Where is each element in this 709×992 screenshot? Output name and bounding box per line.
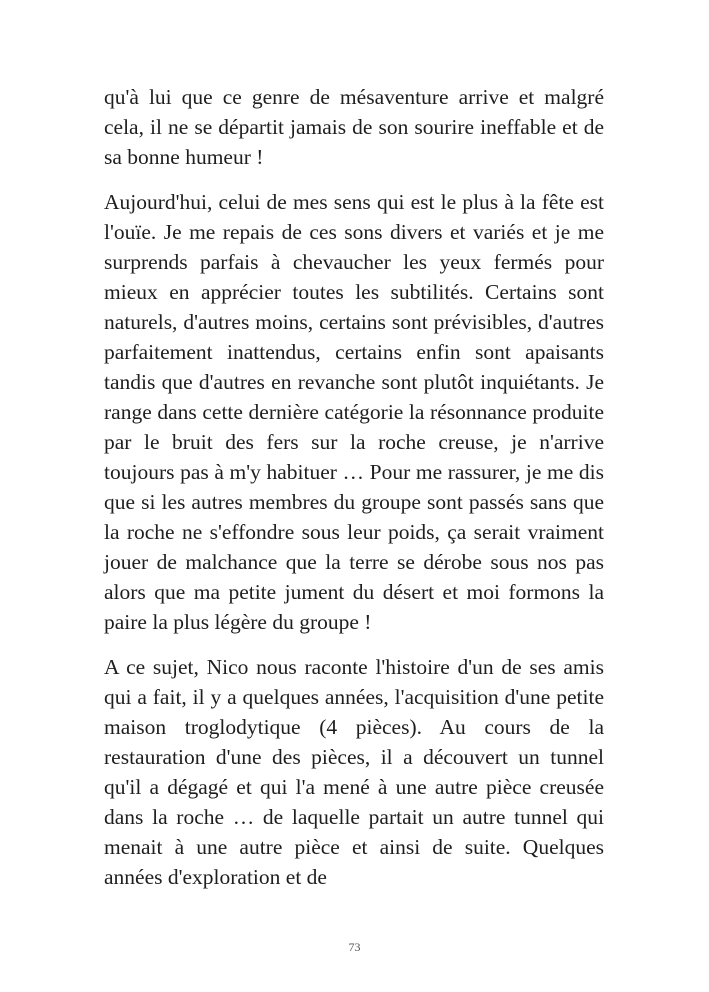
body-text (104, 82, 604, 907)
page-number: 73 (348, 940, 361, 954)
paragraph-3: A ce sujet, Nico nous raconte l'histoire d'un de ses amis qui a fait, il y a quelques années, l'acquisition d'une petite maison troglodytique (4 pièces). Au cours de la restauration d'une des pièces, il a découvert un tunnel qu'il a dégagé et qui l'a mené à une autre pièce creusée dans la roche … de laquelle partait un autre tunnel qui menait à une autre pièce et ainsi de suite. Quelques années d'exploration et de (104, 655, 604, 889)
paragraph-1: qu'à lui que ce genre de mésaventure arrive et malgré cela, il ne se départit jamais de son sourire ineffable et de sa bonne humeur ! (104, 85, 604, 169)
paragraph-2: Aujourd'hui, celui de mes sens qui est le plus à la fête est l'ouïe. Je me repais de ces sons divers et variés et je me surprends parfais à chevaucher les yeux fermés pour mieux en apprécier toutes les subtilités. Certains sont naturels, d'autres moins, certains sont prévisibles, d'autres parfaitement inattendus, certains enfin sont apaisants tandis que d'autres en revanche sont plutôt inquiétants. Je range dans cette dernière catégorie la résonnance produite par le bruit des fers sur la roche creuse, je n'arrive toujours pas à m'y habituer … Pour me rassurer, je me dis que si les autres membres du groupe sont passés sans que la roche ne s'effondre sous leur poids, ça serait vraiment jouer de malchance que la terre se dérobe sous nos pas alors que ma petite jument du désert et moi formons la paire la plus légère du groupe ! (104, 190, 604, 634)
